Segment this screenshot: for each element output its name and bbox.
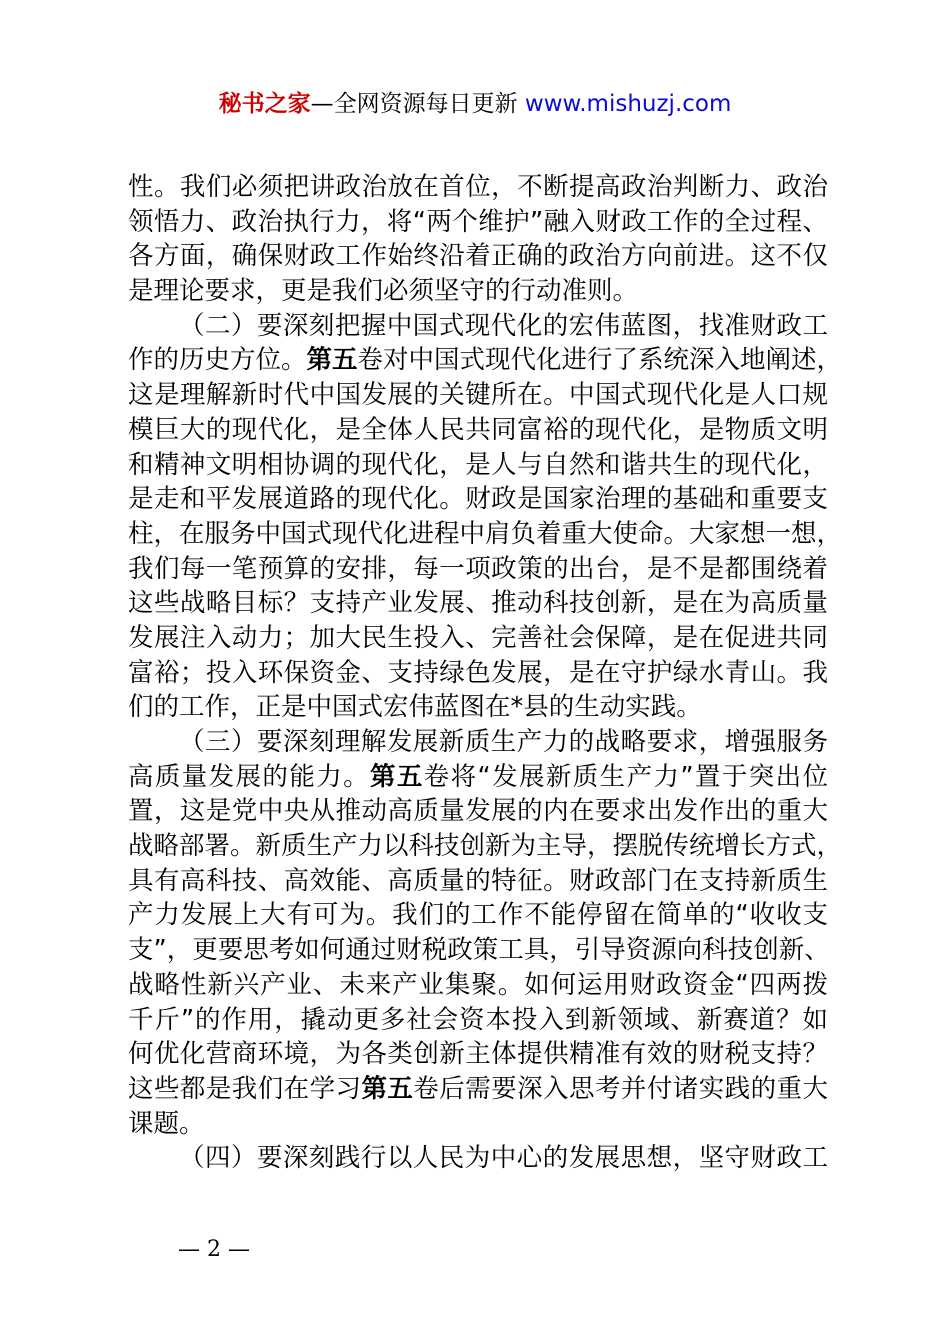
text-line bbox=[128, 343, 843, 378]
text-span: 高质量发展的能力。 bbox=[128, 761, 370, 792]
text-span: 卷将“发展新质生产力”置于突出位 bbox=[423, 761, 828, 792]
text-line bbox=[128, 760, 828, 795]
text-line: 战略性新兴产业、未来产业集聚。如何运用财政资金“四两拨 bbox=[128, 969, 828, 1000]
text-line: （三）要深刻理解发展新质生产力的战略要求，增强服务 bbox=[179, 727, 828, 757]
site-header bbox=[0, 88, 950, 120]
text-line: 置，这是党中央从推动高质量发展的内在要求出发作出的重大 bbox=[128, 796, 828, 827]
document-body bbox=[128, 170, 843, 1176]
text-line: 们的工作，正是中国式宏伟蓝图在*县的生动实践。 bbox=[128, 692, 702, 723]
text-line: 千斤”的作用，撬动更多社会资本投入到新领域、新赛道？如 bbox=[128, 1004, 828, 1035]
text-line: 这是理解新时代中国发展的关键所在。中国式现代化是人口规 bbox=[128, 380, 828, 411]
text-line: 支”，更要思考如何通过财税政策工具，引导资源向科技创新、 bbox=[128, 935, 830, 966]
bold-text: 第五 bbox=[369, 761, 424, 792]
site-slogan: —全网资源每日更新 bbox=[310, 91, 525, 117]
text-line bbox=[128, 1072, 828, 1107]
text-line: 富裕；投入环保资金、支持绿色发展，是在守护绿水青山。我 bbox=[128, 657, 828, 688]
text-line: （二）要深刻把握中国式现代化的宏伟蓝图，找准财政工 bbox=[179, 310, 828, 341]
text-span: 卷后需要深入思考并付诸实践的重大 bbox=[413, 1073, 828, 1104]
text-line: 是理论要求，更是我们必须坚守的行动准则。 bbox=[128, 276, 639, 307]
text-line: 发展注入动力；加大民生投入、完善社会保障，是在促进共同 bbox=[128, 622, 828, 653]
text-line: 各方面，确保财政工作始终沿着正确的政治方向前进。这不仅 bbox=[128, 241, 828, 272]
text-line: 性。我们必须把讲政治放在首位，不断提高政治判断力、政治 bbox=[128, 172, 828, 202]
page-number: — 2 — bbox=[178, 1237, 250, 1262]
bold-text: 第五 bbox=[361, 1073, 414, 1104]
text-line: 战略部署。新质生产力以科技创新为主导，摆脱传统增长方式， bbox=[128, 831, 843, 862]
text-span: 作的历史方位。 bbox=[128, 345, 307, 376]
text-line: 具有高科技、高效能、高质量的特征。财政部门在支持新质生 bbox=[128, 865, 828, 896]
text-line: （四）要深刻践行以人民为中心的发展思想，坚守财政工 bbox=[179, 1143, 828, 1174]
text-line: 和精神文明相协调的现代化，是人与自然和谐共生的现代化， bbox=[128, 449, 828, 480]
text-line: 产力发展上大有可为。我们的工作不能停留在简单的“收收支 bbox=[128, 900, 828, 931]
text-line: 是走和平发展道路的现代化。财政是国家治理的基础和重要支 bbox=[128, 484, 828, 515]
text-line: 课题。 bbox=[128, 1108, 205, 1139]
text-line: 这些战略目标？支持产业发展、推动科技创新，是在为高质量 bbox=[128, 588, 828, 619]
text-line: 何优化营商环境，为各类创新主体提供精准有效的财税支持？ bbox=[128, 1039, 828, 1070]
text-line: 我们每一笔预算的安排，每一项政策的出台，是不是都围绕着 bbox=[128, 553, 828, 584]
bold-text: 第五 bbox=[306, 345, 358, 376]
text-line: 领悟力、政治执行力，将“两个维护”融入财政工作的全过程、 bbox=[128, 206, 828, 237]
text-span: 卷对中国式现代化进行了系统深入地阐述， bbox=[357, 345, 843, 376]
site-url-link[interactable]: www.mishuzj.com bbox=[524, 91, 732, 117]
text-line: 模巨大的现代化，是全体人民共同富裕的现代化，是物质文明 bbox=[128, 414, 828, 445]
text-line: 柱，在服务中国式现代化进程中肩负着重大使命。大家想一想， bbox=[128, 518, 843, 549]
site-brand: 秘书之家 bbox=[218, 91, 311, 117]
text-span: 这些都是我们在学习 bbox=[128, 1073, 362, 1104]
